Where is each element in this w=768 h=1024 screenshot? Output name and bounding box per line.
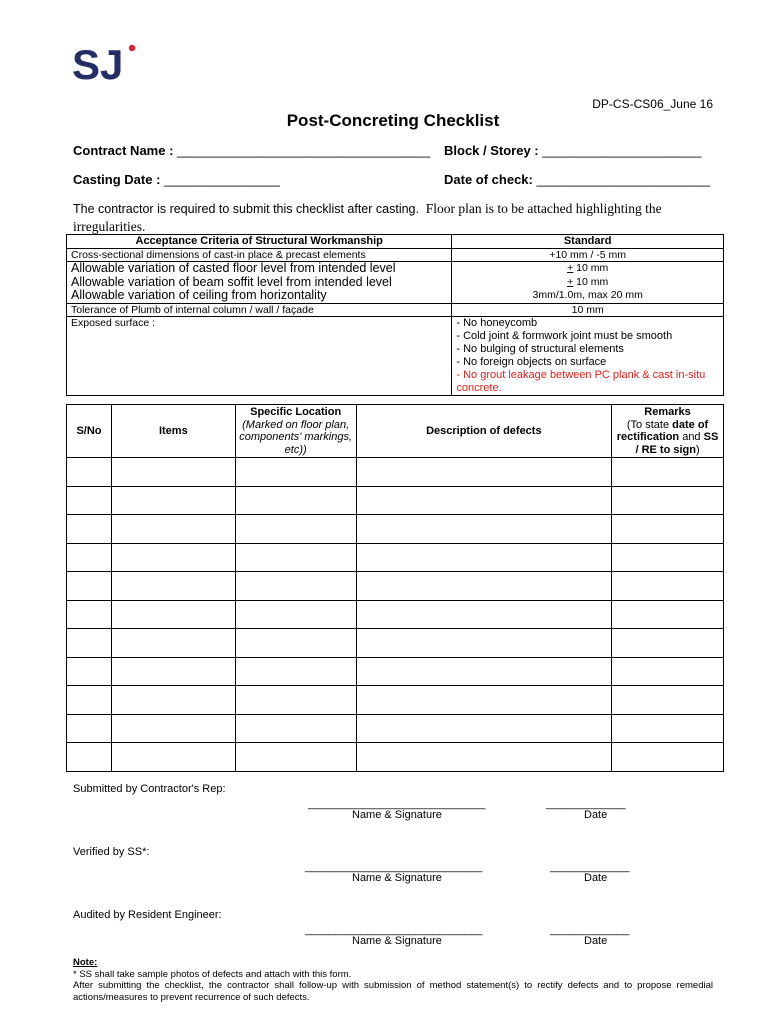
location-cell[interactable] bbox=[235, 600, 356, 629]
standard-line: - No foreign objects on surface bbox=[456, 355, 607, 368]
table-row bbox=[67, 629, 724, 658]
contract-name-label: Contract Name : bbox=[73, 143, 174, 158]
items-cell[interactable] bbox=[111, 629, 235, 658]
date-of-check-field[interactable] bbox=[444, 172, 710, 187]
table-row bbox=[67, 743, 724, 772]
sno-cell[interactable] bbox=[67, 486, 112, 515]
date-line[interactable]: _____________ bbox=[550, 861, 630, 873]
description-cell[interactable] bbox=[356, 743, 612, 772]
items-cell[interactable] bbox=[111, 743, 235, 772]
remarks-cell[interactable] bbox=[612, 629, 724, 658]
description-cell[interactable] bbox=[356, 714, 612, 743]
remarks-cell[interactable] bbox=[612, 543, 724, 572]
sno-cell[interactable] bbox=[67, 543, 112, 572]
note-heading: Note: bbox=[73, 957, 98, 968]
note-line: * SS shall take sample photos of defects and attach with this form. bbox=[73, 968, 352, 980]
sno-cell[interactable] bbox=[67, 743, 112, 772]
location-cell[interactable] bbox=[235, 486, 356, 515]
block-storey-field[interactable] bbox=[444, 143, 701, 158]
remarks-cell[interactable] bbox=[612, 600, 724, 629]
logo-text: SJ bbox=[72, 44, 124, 84]
remarks-cell[interactable] bbox=[612, 657, 724, 686]
location-cell[interactable] bbox=[235, 543, 356, 572]
items-cell[interactable] bbox=[111, 515, 235, 544]
table-header-row bbox=[67, 235, 724, 249]
block-storey-label: Block / Storey : bbox=[444, 143, 539, 158]
table-row bbox=[67, 515, 724, 544]
note-line: After submitting the checklist, the contractor shall follow-up with submission of method statement(s) to rectify defects and to propose remedial actions/measures to prevent recurrence of such defects. bbox=[73, 980, 713, 1003]
table-row bbox=[67, 316, 724, 395]
standard-line: 3mm/1.0m, max 20 mm bbox=[532, 289, 643, 301]
casting-date-line: ________________ bbox=[164, 172, 280, 187]
standard-value: 10 mm bbox=[573, 275, 609, 288]
table-row bbox=[67, 714, 724, 743]
table-row bbox=[67, 303, 724, 316]
page-title: Post-Concreting Checklist bbox=[286, 111, 500, 130]
sno-cell[interactable] bbox=[67, 714, 112, 743]
location-cell[interactable] bbox=[235, 657, 356, 686]
description-cell[interactable] bbox=[356, 600, 612, 629]
table-row bbox=[67, 543, 724, 572]
casting-date-label: Casting Date : bbox=[73, 172, 161, 187]
standard-line-highlight: - No grout leakage between PC plank & cast in-situ concrete. bbox=[456, 368, 706, 394]
criteria-cell bbox=[67, 262, 452, 304]
plus-minus-sign: + bbox=[567, 262, 574, 274]
defects-table bbox=[66, 404, 724, 772]
criteria-line: Allowable variation of beam soffit level from intended level bbox=[71, 274, 392, 289]
sno-cell[interactable] bbox=[67, 458, 112, 487]
criteria-cell: Tolerance of Plumb of internal column / wall / façade bbox=[67, 303, 452, 316]
submitted-by-label: Submitted by Contractor's Rep: bbox=[73, 783, 226, 795]
name-signature-label: Name & Signature bbox=[352, 872, 442, 884]
location-header bbox=[235, 405, 356, 458]
description-cell[interactable] bbox=[356, 515, 612, 544]
name-signature-line[interactable]: _____________________________ bbox=[308, 798, 486, 810]
location-cell[interactable] bbox=[235, 572, 356, 601]
criteria-line: Allowable variation of ceiling from horizontality bbox=[71, 288, 327, 302]
remarks-title: Remarks bbox=[644, 406, 691, 418]
remarks-cell[interactable] bbox=[612, 572, 724, 601]
standard-cell bbox=[452, 262, 724, 304]
items-cell[interactable] bbox=[111, 600, 235, 629]
intro-paragraph bbox=[73, 200, 723, 236]
standard-cell: +10 mm / -5 mm bbox=[452, 249, 724, 262]
items-cell[interactable] bbox=[111, 572, 235, 601]
date-line[interactable]: _____________ bbox=[546, 798, 626, 810]
contract-name-field[interactable] bbox=[73, 143, 430, 158]
table-row bbox=[67, 458, 724, 487]
date-label: Date bbox=[584, 809, 608, 821]
table-row bbox=[67, 262, 724, 304]
criteria-line: Allowable variation of casted floor level from intended level bbox=[71, 261, 396, 275]
name-signature-line[interactable]: _____________________________ bbox=[305, 924, 483, 936]
remarks-cell[interactable] bbox=[612, 743, 724, 772]
sno-cell[interactable] bbox=[67, 572, 112, 601]
table-row bbox=[67, 249, 724, 262]
remarks-cell[interactable] bbox=[612, 486, 724, 515]
items-cell[interactable] bbox=[111, 657, 235, 686]
name-signature-label: Name & Signature bbox=[352, 809, 442, 821]
table-row bbox=[67, 686, 724, 715]
items-cell[interactable] bbox=[111, 458, 235, 487]
location-cell[interactable] bbox=[235, 458, 356, 487]
remarks-cell[interactable] bbox=[612, 686, 724, 715]
standard-cell bbox=[452, 316, 724, 395]
remarks-header bbox=[612, 405, 724, 458]
document-reference: DP-CS-CS06_June 16 bbox=[592, 97, 713, 111]
location-title: Specific Location bbox=[250, 406, 342, 418]
plus-minus-sign: + bbox=[567, 275, 574, 288]
standard-line: - No honeycomb bbox=[456, 316, 538, 329]
description-cell[interactable] bbox=[356, 572, 612, 601]
remarks-cell[interactable] bbox=[612, 458, 724, 487]
name-signature-label: Name & Signature bbox=[352, 935, 442, 947]
table-row bbox=[67, 657, 724, 686]
location-cell[interactable] bbox=[235, 629, 356, 658]
description-cell[interactable] bbox=[356, 686, 612, 715]
standard-line: - Cold joint & formwork joint must be smooth bbox=[456, 329, 673, 342]
logo-dot bbox=[129, 45, 135, 51]
sno-header: S/No bbox=[67, 405, 112, 458]
footnote bbox=[73, 957, 713, 1003]
location-cell[interactable] bbox=[235, 515, 356, 544]
verified-by-label: Verified by SS*: bbox=[73, 846, 150, 858]
standard-line bbox=[456, 276, 719, 290]
table-row bbox=[67, 572, 724, 601]
items-cell[interactable] bbox=[111, 686, 235, 715]
location-note: (Marked on floor plan, components' markings, etc)) bbox=[239, 418, 353, 456]
intro-part2: Floor plan is to be attached highlighting the irregularities. bbox=[73, 201, 662, 234]
sno-cell[interactable] bbox=[67, 629, 112, 658]
date-label: Date bbox=[584, 872, 608, 884]
casting-date-field[interactable] bbox=[73, 172, 280, 187]
defect-rows bbox=[67, 458, 724, 772]
sno-cell[interactable] bbox=[67, 657, 112, 686]
standard-header: Standard bbox=[452, 235, 724, 249]
description-cell[interactable] bbox=[356, 629, 612, 658]
sno-cell[interactable] bbox=[67, 600, 112, 629]
name-signature-line[interactable]: _____________________________ bbox=[305, 861, 483, 873]
items-cell[interactable] bbox=[111, 714, 235, 743]
contract-name-line: ___________________________________ bbox=[177, 143, 431, 158]
items-cell[interactable] bbox=[111, 543, 235, 572]
location-cell[interactable] bbox=[235, 743, 356, 772]
date-line[interactable]: _____________ bbox=[550, 924, 630, 936]
criteria-cell: Exposed surface : bbox=[67, 316, 452, 395]
criteria-header: Acceptance Criteria of Structural Workmanship bbox=[67, 235, 452, 249]
description-cell[interactable] bbox=[356, 657, 612, 686]
block-storey-line: ______________________ bbox=[542, 143, 702, 158]
audited-by-label: Audited by Resident Engineer: bbox=[73, 909, 222, 921]
acceptance-criteria-table bbox=[66, 234, 724, 396]
items-cell[interactable] bbox=[111, 486, 235, 515]
description-header: Description of defects bbox=[356, 405, 612, 458]
items-header: Items bbox=[111, 405, 235, 458]
sj-logo bbox=[72, 44, 142, 84]
sno-cell[interactable] bbox=[67, 686, 112, 715]
table-row bbox=[67, 486, 724, 515]
remarks-cell[interactable] bbox=[612, 515, 724, 544]
criteria-cell: Cross-sectional dimensions of cast-in place & precast elements bbox=[67, 249, 452, 262]
sno-cell[interactable] bbox=[67, 515, 112, 544]
location-cell[interactable] bbox=[235, 686, 356, 715]
remarks-note: (To state date of rectification and SS / RE to sign) bbox=[616, 418, 719, 456]
intro-part1: The contractor is required to submit this checklist after casting. bbox=[73, 202, 419, 216]
description-cell[interactable] bbox=[356, 458, 612, 487]
standard-line: - No bulging of structural elements bbox=[456, 342, 624, 355]
table-row bbox=[67, 600, 724, 629]
description-cell[interactable] bbox=[356, 543, 612, 572]
table-header-row bbox=[67, 405, 724, 458]
date-label: Date bbox=[584, 935, 608, 947]
location-cell[interactable] bbox=[235, 714, 356, 743]
date-of-check-label: Date of check: bbox=[444, 172, 533, 187]
remarks-cell[interactable] bbox=[612, 714, 724, 743]
standard-value: 10 mm bbox=[573, 262, 609, 274]
standard-cell: 10 mm bbox=[452, 303, 724, 316]
date-of-check-line: ________________________ bbox=[536, 172, 711, 187]
standard-line bbox=[456, 262, 719, 276]
description-cell[interactable] bbox=[356, 486, 612, 515]
